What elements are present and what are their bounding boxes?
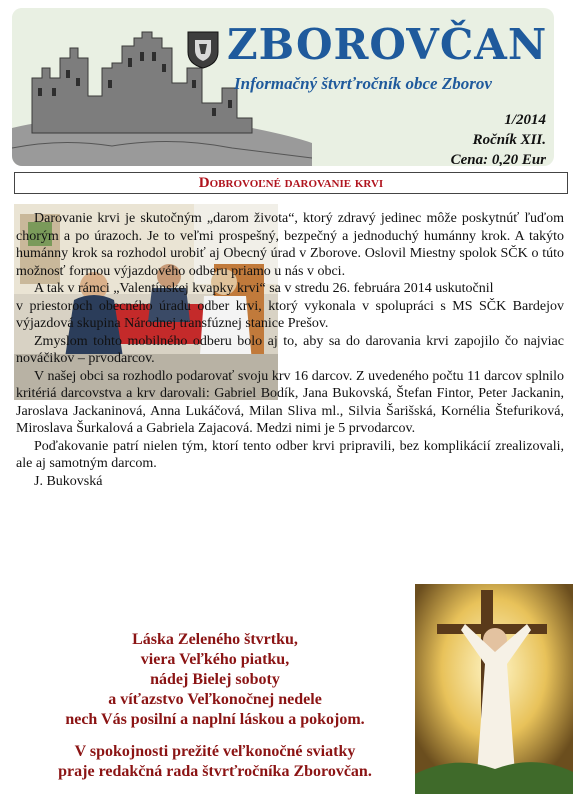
greeting-stanza-1 [20,630,410,730]
issue-number: 1/2014 [504,112,546,128]
greeting-line: V spokojnosti prežité veľkonočné sviatky [74,743,356,760]
article-paragraph: Darovanie krvi je skutočným „darom života“, ktorý zdravý jedinec môže poskytnúť ľuďom chorým a po úrazoch. Je to veľmi prospešný, bezpečný a jednoduchý humánny krok. A takýto humánny krok sa rozhodol urobiť aj Obecný úrad v Zborove. Oslovil Miestny spolok SČK o túto možnosť formou výjazdového odberu priamo u nás v obci. [16,211,564,279]
greeting-line: Láska Zeleného štvrtku, [132,631,298,648]
easter-greeting [20,630,410,782]
price: Cena: 0,20 Eur [450,152,546,166]
article-paragraph: Zmyslom tohto mobilného odberu bolo aj to, aby sa do darovania krvi zapojilo čo najviac nováčikov – prvodarcov. [16,333,564,366]
greeting-line: nádej Bielej soboty [150,671,280,688]
article-body [16,210,564,490]
greeting-line: praje redakčná rada štvrťročníka Zborovčan. [58,763,372,780]
coat-of-arms-icon [186,30,220,70]
greeting-line: a víťazstvo Veľkonočnej nedele [108,691,322,708]
article-headline: Dobrovoľné darovanie krvi [198,175,384,191]
volume-number: Ročník XII. [472,132,546,148]
newsletter-title: ZBOROVČAN [227,20,548,69]
article-paragraph-continued: v priestoroch obecného úradu odber krvi, ktorý vykonala v spolupráci s MS SČK Bardejov výjazdová skupina Národnej transfúznej stanice Prešov. [16,298,564,331]
resurrection-picture [415,584,573,794]
article-paragraph: Poďakovanie patrí nielen tým, ktorí tento odber krvi pripravili, bez komplikácií zrealizovali, ale aj samotným darcom. [16,438,564,471]
article-paragraph: V našej obci sa rozhodlo podarovať svoju krv 16 darcov. Z uvedeného počtu 11 darcov splnilo kritériá darcovstva a krv darovali: Gabriel Bodík, Jana Bukovská, Štefan Fintor, Peter Jackanin, Jaroslava Jackaninová, Anna Lukáčová, Milan Sliva ml., Silvia Šarišská, Kornélia Štefuriková, Miroslava Šurkalová a Gabriela Zajacová. Medzi nimi je 5 prvodarcov. [16,368,564,436]
article-author: J. Bukovská [34,473,103,489]
greeting-line: nech Vás posilní a naplní láskou a pokojom. [65,711,365,728]
greeting-stanza-2 [20,742,410,782]
article-paragraph-start: A tak v rámci „Valentínskej kvapky krvi“ sa v stredu 26. februára 2014 uskutočnil [34,281,494,296]
masthead [12,8,554,166]
article-headline-box [14,172,568,194]
issue-info [451,110,546,166]
greeting-line: viera Veľkého piatku, [140,651,290,668]
newsletter-subtitle: Informačný štvrťročník obce Zborov [234,74,492,93]
